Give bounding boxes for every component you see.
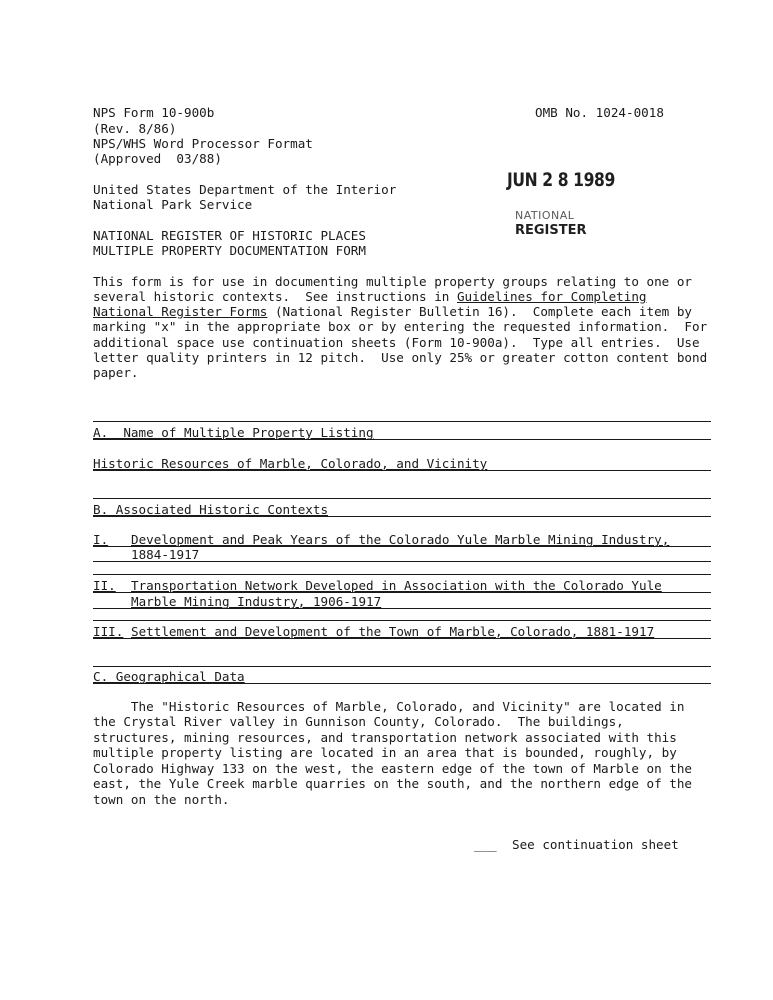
field-underline — [93, 638, 711, 639]
context-number: III. — [93, 624, 124, 639]
intro-line: marking "x" in the appropriate box or by entering the requested information. For — [93, 319, 708, 334]
intro-line — [93, 289, 647, 304]
section-b-heading: B. Associated Historic Contexts — [93, 502, 329, 517]
context-number: II. — [93, 578, 116, 593]
intro-line: additional space use continuation sheets (Form 10-900a). Type all entries. Use — [93, 335, 700, 350]
form-title-line1: NATIONAL REGISTER OF HISTORIC PLACES — [93, 228, 366, 243]
section-divider — [93, 666, 711, 667]
context-title-line1: Settlement and Development of the Town of Marble, Colorado, 1881-1917 — [131, 624, 655, 639]
geo-line: town on the north. — [93, 792, 230, 807]
intro-line — [93, 304, 692, 319]
form-number: NPS Form 10-900b — [93, 105, 215, 120]
geo-line: structures, mining resources, and transportation network associated with this — [93, 730, 677, 745]
field-underline — [93, 683, 711, 684]
guidelines-title-part2: National Register Forms — [93, 304, 268, 319]
form-revision: (Rev. 8/86) — [93, 121, 177, 136]
form-title-line2: MULTIPLE PROPERTY DOCUMENTATION FORM — [93, 243, 366, 258]
continuation-checkbox-blank[interactable]: ___ — [474, 837, 497, 852]
geo-line: Colorado Highway 133 on the west, the eastern edge of the town of Marble on the — [93, 761, 692, 776]
context-title-line1: Development and Peak Years of the Colorado Yule Marble Mining Industry, — [131, 532, 670, 547]
intro-text: (National Register Bulletin 16). Complete each item by — [267, 304, 692, 319]
context-title-line1: Transportation Network Developed in Association with the Colorado Yule — [131, 578, 662, 593]
section-divider — [93, 498, 711, 499]
intro-line: paper. — [93, 365, 139, 380]
form-format: NPS/WHS Word Processor Format — [93, 136, 313, 151]
context-number: I. — [93, 532, 109, 547]
field-underline — [93, 561, 711, 562]
section-divider — [93, 574, 711, 575]
intro-line: This form is for use in documenting multiple property groups relating to one or — [93, 274, 692, 289]
field-underline — [93, 470, 711, 471]
intro-line: letter quality printers in 12 pitch. Use only 25% or greater cotton content bond — [93, 350, 708, 365]
agency-department: United States Department of the Interior — [93, 182, 397, 197]
intro-text: several historic contexts. See instructions in — [93, 289, 457, 304]
context-title-line2: Marble Mining Industry, 1906-1917 — [131, 594, 382, 609]
form-approval: (Approved 03/88) — [93, 151, 222, 166]
section-c-heading: C. Geographical Data — [93, 669, 245, 684]
geo-line: multiple property listing are located in an area that is bounded, roughly, by — [93, 745, 677, 760]
continuation-sheet-label: See continuation sheet — [512, 837, 679, 852]
field-underline — [93, 608, 711, 609]
agency-service: National Park Service — [93, 197, 253, 212]
section-divider — [93, 421, 711, 422]
context-title-line2: 1884-1917 — [131, 547, 200, 562]
field-underline — [93, 439, 711, 440]
section-a-heading: A. Name of Multiple Property Listing — [93, 425, 374, 440]
geo-line: the Crystal River valley in Gunnison County, Colorado. The buildings, — [93, 714, 624, 729]
stamp-line1: NATIONAL — [515, 209, 575, 222]
field-underline — [93, 592, 711, 593]
geo-line: east, the Yule Creek marble quarries on the south, and the northern edge of the — [93, 776, 692, 791]
stamp-date: JUN 2 8 1989 — [507, 169, 615, 191]
field-underline — [93, 516, 711, 517]
multiple-property-name: Historic Resources of Marble, Colorado, and Vicinity — [93, 456, 488, 471]
omb-number: OMB No. 1024-0018 — [535, 105, 664, 120]
geo-line: The "Historic Resources of Marble, Colorado, and Vicinity" are located in — [93, 699, 685, 714]
guidelines-title-part1: Guidelines for Completing — [456, 289, 647, 304]
section-divider — [93, 620, 711, 621]
stamp-line2: REGISTER — [515, 223, 587, 238]
